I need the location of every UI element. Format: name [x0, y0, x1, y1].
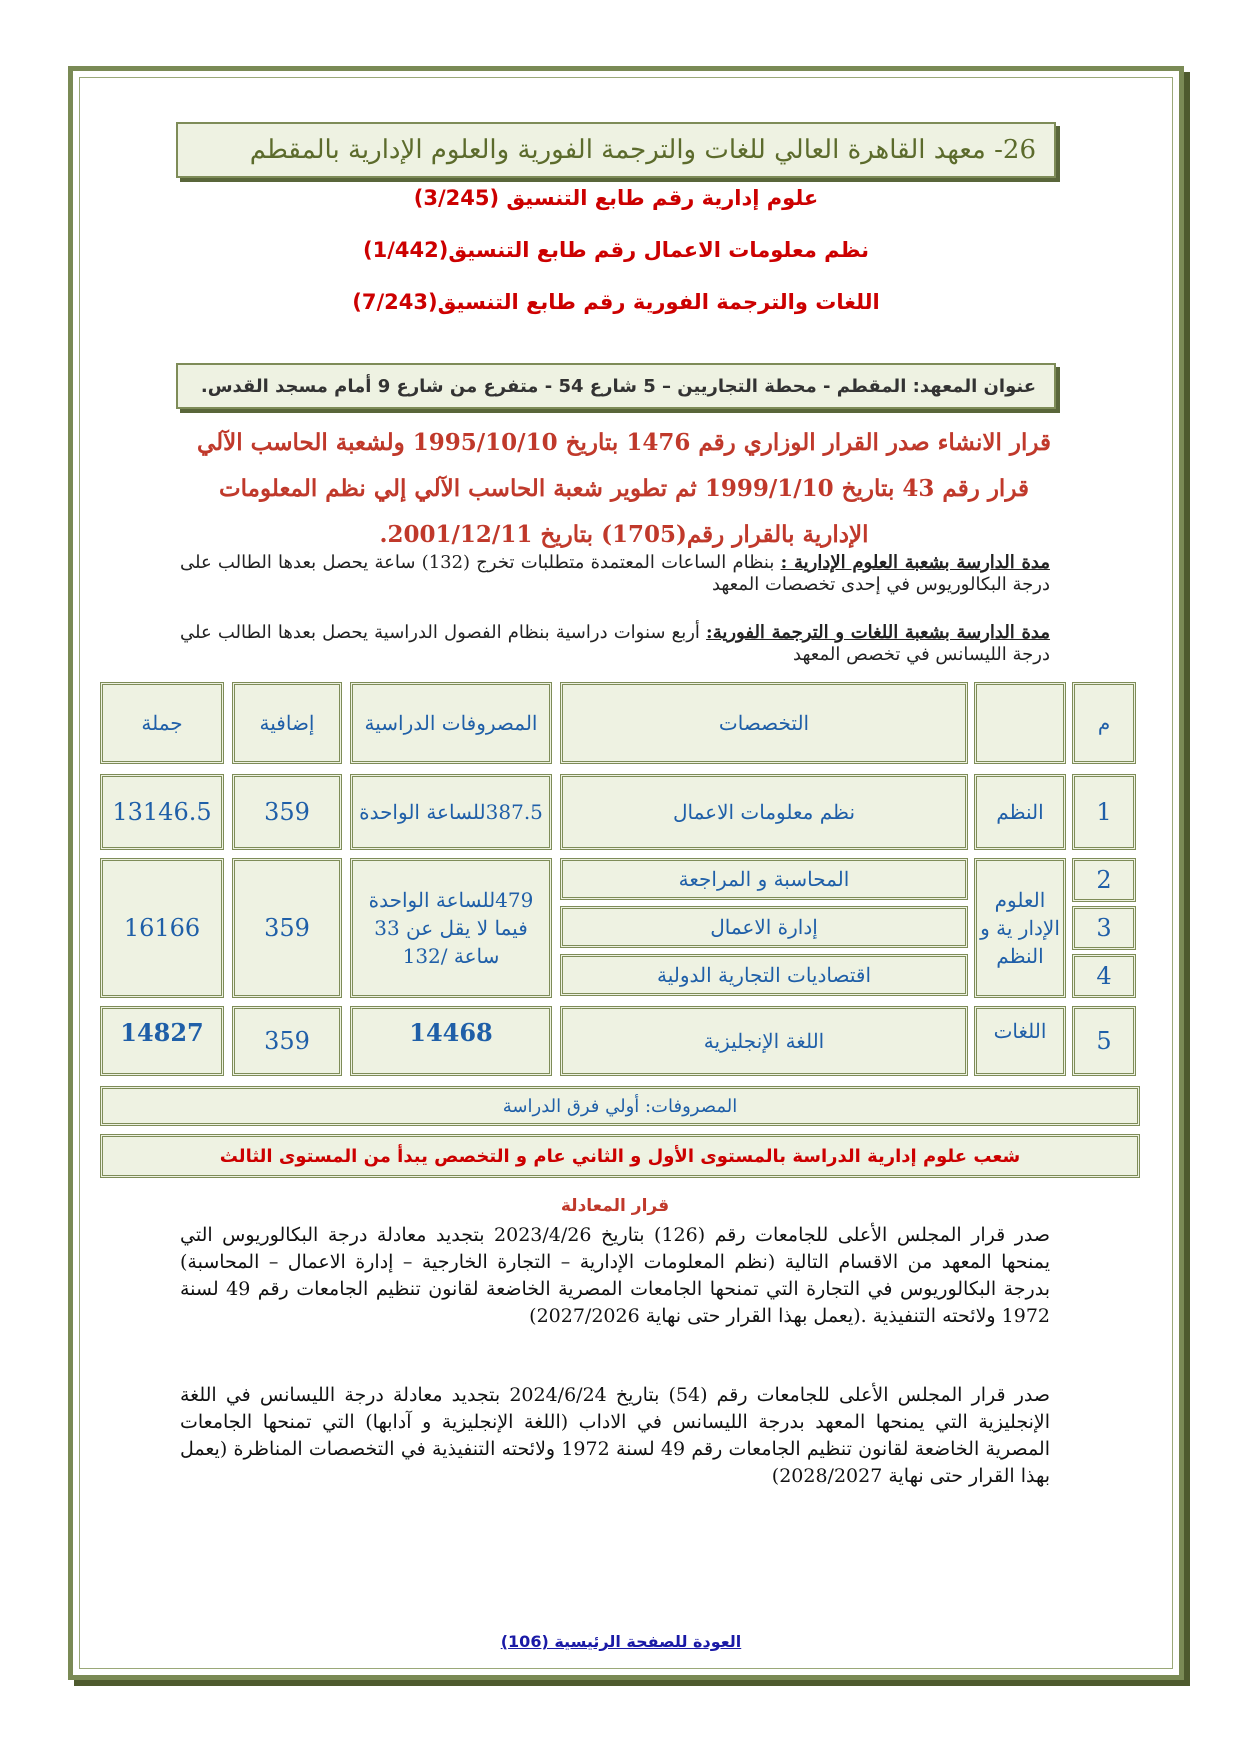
- row5-specialization: اللغة الإنجليزية: [560, 1006, 968, 1076]
- row1-specialization: نظم معلومات الاعمال: [560, 774, 968, 850]
- study-lang-text: أربع سنوات دراسية بنظام الفصول الدراسية يحصل بعدها الطالب علي درجة الليسانس في تخصص المعهد: [180, 622, 1050, 665]
- row2-4-group: العلوم الإدار ية و النظم: [974, 858, 1066, 998]
- row2-no: 2: [1072, 858, 1136, 902]
- row2-4-fees: 479للساعة الواحدة فيما لا يقل عن 33 ساعة /132: [350, 858, 552, 998]
- row1-total: 13146.5: [100, 774, 224, 850]
- row4-specialization: اقتصاديات التجارية الدولية: [560, 954, 968, 996]
- branches-note-row: شعب علوم إدارية الدراسة بالمستوى الأول و الثاني عام و التخصص يبدأ من المستوى الثالث: [100, 1134, 1140, 1178]
- row3-no: 3: [1072, 906, 1136, 950]
- row1-no: 1: [1072, 774, 1136, 850]
- header-specialization: التخصصات: [560, 682, 968, 764]
- back-to-home-link[interactable]: العودة للصفحة الرئيسية (106): [500, 1632, 742, 1651]
- equivalence-paragraph-2: صدر قرار المجلس الأعلى للجامعات رقم (54) بتاريخ 2024/6/24 بتجديد معادلة درجة الليسانس في اللغة الإنجليزية التي يمنحها المعهد بدرجة الليسانس في الاداب (اللغة الإنجليزية و آدابها) التي تمنحها الجامعات المصرية الخاضعة لقانون تنظيم الجامعات رقم 49 لسنة 1972 ولائحته التنفيذية في التخصصات المناظرة (يعمل بهذا القرار حتى نهاية 2028/2027): [180, 1384, 1050, 1487]
- header-group: [974, 682, 1066, 764]
- header-total: جملة: [100, 682, 224, 764]
- row4-no: 4: [1072, 954, 1136, 998]
- row5-group: اللغات: [974, 1006, 1066, 1076]
- institute-title: 26- معهد القاهرة العالي للغات والترجمة الفورية والعلوم الإدارية بالمقطم: [176, 122, 1056, 178]
- header-extra: إضافية: [232, 682, 342, 764]
- row2-4-total: 16166: [100, 858, 224, 998]
- row2-4-extra: 359: [232, 858, 342, 998]
- row1-extra: 359: [232, 774, 342, 850]
- coordination-code-bis: نظم معلومات الاعمال رقم طابع التنسيق(1/442): [363, 238, 869, 262]
- row5-fees: 14468: [350, 1006, 552, 1076]
- founding-decree: قرار الانشاء صدر القرار الوزاري رقم 1476 بتاريخ 1995/10/10 ولشعبة الحاسب الآلي قرار رقم 43 بتاريخ 1999/1/10 ثم تطوير شعبة الحاسب الآلي إلي نظم المعلومات الإدارية بالقرار رقم(1705) بتاريخ 2001/12/11.: [196, 429, 1052, 548]
- coordination-code-admin: علوم إدارية رقم طابع التنسيق (3/245): [413, 186, 819, 210]
- row2-specialization: المحاسبة و المراجعة: [560, 858, 968, 900]
- row1-group: النظم: [974, 774, 1066, 850]
- row5-extra: 359: [232, 1006, 342, 1076]
- equivalence-title: قرار المعادلة: [560, 1196, 670, 1216]
- fees-note-row: المصروفات: أولي فرق الدراسة: [100, 1086, 1140, 1126]
- study-lang-label: مدة الدارسة بشعبة اللغات و الترجمة الفورية:: [706, 622, 1051, 643]
- header-fees: المصروفات الدراسية: [350, 682, 552, 764]
- study-lang-paragraph: [180, 622, 1050, 666]
- institute-address: عنوان المعهد: المقطم - محطة التجاريين – 5 شارع 54 - متفرع من شارع 9 أمام مسجد القدس.: [176, 363, 1056, 409]
- study-admin-label: مدة الدارسة بشعبة العلوم الإدارية :: [780, 552, 1050, 573]
- equivalence-paragraph-1: صدر قرار المجلس الأعلى للجامعات رقم (126) بتاريخ 2023/4/26 بتجديد معادلة درجة البكالوريوس التي يمنحها المعهد من الاقسام التالية (نظم المعلومات الإدارية – التجارة الخارجية – إدارة الاعمال – المحاسبة) بدرجة البكالوريوس في التجارة التي تمنحها الجامعات المصرية الخاضعة لقانون تنظيم الجامعات رقم 49 لسنة 1972 ولائحته التنفيذية .(يعمل بهذا القرار حتى نهاية 2027/2026): [180, 1224, 1051, 1327]
- study-admin-paragraph: [180, 552, 1050, 596]
- header-no: م: [1072, 682, 1136, 764]
- row3-specialization: إدارة الاعمال: [560, 906, 968, 948]
- coordination-code-languages: اللغات والترجمة الفورية رقم طابع التنسيق(7/243): [352, 290, 880, 314]
- row5-no: 5: [1072, 1006, 1136, 1076]
- row1-fees: 387.5للساعة الواحدة: [350, 774, 552, 850]
- row5-total: 14827: [100, 1006, 224, 1076]
- study-admin-text: بنظام الساعات المعتمدة متطلبات تخرج (132) ساعة يحصل بعدها الطالب على درجة البكالوريوس في إحدى تخصصات المعهد: [180, 552, 1050, 595]
